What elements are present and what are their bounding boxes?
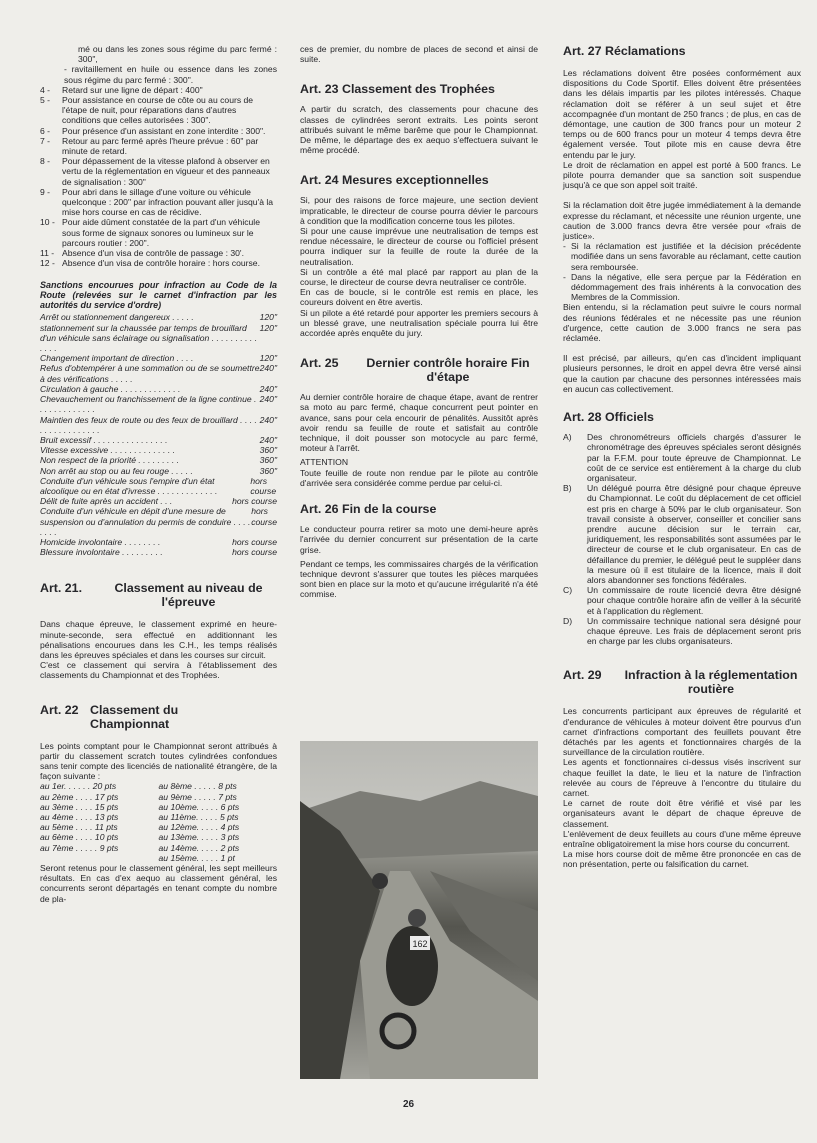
sanction-row: Circulation à gauche . . . . . . . . . . . . . 240" — [40, 383, 277, 394]
art25-paragraph: Au dernier contrôle horaire de chaque étape, avant de rentrer sa moto au parc fermé, chaque concurrent peut pointer en avance, sans pour cela encourir de pénalités. Aussitôt après avoir rendu sa feuille de route et satisfait au contrôle technique, il doit pousser son motocycle au parc fermé, moteur à l'arrêt. — [300, 392, 538, 454]
sanction-row: Non respect de la priorité . . . . . . . . . 360" — [40, 455, 277, 466]
list-item: A) Des chronométreurs officiels chargés d'assurer le chronométrage des épreuves spéciales seront désignés par la F.F.M. pour toute épreuve de Championnat. Le coût de ce service est entièrement à la charge du club organisateur. — [563, 432, 801, 483]
rider-far — [372, 873, 388, 889]
art27-paragraph-4: Bien entendu, si la réclamation peut suivre le cours normal des réunions fédérales et ne nécessite pas une réunion d'urgence, cette caution de 3.000 francs ne sera pas réclamée. — [563, 302, 801, 344]
officials-list — [563, 432, 801, 646]
sanction-row: Bruit excessif . . . . . . . . . . . . . . . . 240" — [40, 434, 277, 445]
art29-paragraph-4: L'enlèvement de deux feuillets au cours d'une même épreuve entraîne obligatoirement la mise hors course du concurrent. — [563, 828, 801, 849]
art24-paragraph-5: Si un pilote a été retardé pour apporter les premiers secours à un blessé grave, une neutralisation spéciale pourra lui être accordée après enquête du jury. — [300, 307, 538, 339]
list-item: 10 - Pour aide dûment constatée de la part d'un véhicule sous forme de signaux sonores ou lumineux sur le parcours routier : 200". — [40, 217, 260, 248]
art27-paragraph: Les réclamations doivent être posées conformément aux dispositions du Code Sportif. Elles doivent être présentées dans les délais impartis par les pilotes intéressés. Chaque réclamation doit se référer à un seul sujet et être accompagnée d'un montant de 250 francs ; de plus, en cas de démontage, une caution de 300 francs pour un moteur 2 temps ou de 600 francs pour un moteur 4 temps devra être également versée. Tout pilote mis en cause devra être entendu par le jury. — [563, 68, 801, 160]
art29-paragraph-3: Le carnet de route doit être vérifié et visé par les organisateurs avant le départ de chaque épreuve de classement. — [563, 798, 801, 829]
photo-illustration — [300, 741, 538, 1079]
list-item: 7 - Retour au parc fermé après l'heure prévue : 60" par minute de retard. — [40, 135, 259, 157]
plate-number: 162 — [412, 939, 428, 949]
art27-paragraph-3: Si la réclamation doit être jugée immédiatement à la demande expresse du réclamant, et nécessite une réunion urgente, une caution de 3.000 francs devra être versée pour «frais de justice». — [563, 200, 801, 242]
list-item: 5 - Pour assistance en course de côte ou au cours de l'étape de nuit, pour réparations dans d'autres conditions que celles autorisées : 300". — [40, 95, 254, 126]
art26-paragraph: Le conducteur pourra retirer sa moto une demi-heure après l'arrivée du dernier concurrent sur présentation de la carte grise. — [300, 524, 538, 555]
list-item: 9 - Pour abri dans le sillage d'une voiture ou véhicule quelconque : 200" par infraction pouvant aller jusqu'à la mise hors course en cas de récidive. — [40, 186, 274, 218]
helmet — [408, 909, 426, 927]
art29-paragraph: Les concurrents participant aux épreuves de régularité et d'endurance de véhicules à moteur doivent être pourvus d'un carnet d'infractions comportant des feuillets pouvant être détachés par les agents et fonctionnaires chargés de la surveillance de la circulation routière. — [563, 706, 801, 758]
list-item: 4 - Retard sur une ligne de départ : 400" — [40, 84, 203, 95]
art21-paragraph: Dans chaque épreuve, le classement exprimé en heure-minute-seconde, sera effectué en additionnant les pénalisations encourues dans les C.H., les temps réalisés dans les épreuves spéciales et dans les courses sur circuit. — [40, 619, 277, 660]
art22-paragraph-2: Seront retenus pour le classement général, les sept meilleurs résultats. En cas d'ex aequo au classement général, les concurrents seront départagés en tenant compte du nombre de pla- — [40, 863, 277, 904]
art29-paragraph-2: Les agents et fonctionnaires ci-dessus visés inscrivent sur chaque feuillet la date, le lieu et la nature de l'infraction relevée au cours de l'épreuve à l'encontre du titulaire du carnet. — [563, 757, 801, 798]
continued-text: ces de premier, du nombre de places de second et ainsi de suite. — [300, 44, 538, 65]
points-table: au 1er. . . . . . 20 pts au 8ème . . . . . 8 pts au 2ème . . . . 17 pts au 9ème . . . . . 7 pts au 3ème . . . . 15 pts au 10ème. . . . . 6 pts au 4ème . . . . 13 pts au 11ème. . . . . 5 pts au 5ème . . . . 11 pts au 12ème. . . . . 4 pts au 6ème . . . . 10 pts au 13ème. . . . . 3 pts au 7ème . . . . . 9 pts au 14ème. . . . . 2 pts au 15ème. . . . . 1 pt — [40, 781, 240, 863]
art21-paragraph-2: C'est ce classement qui servira à l'établissement des classements du Championnat et des Trophées. — [40, 660, 277, 681]
sanction-row: Homicide involontaire . . . . . . . . hors course — [40, 536, 277, 547]
sanctions-list — [40, 312, 277, 557]
penalty-list — [40, 85, 277, 269]
art21-heading: Art. 21. Classement au niveau de l'épreuve — [40, 581, 263, 610]
art24-paragraph-4: En cas de boucle, si le contrôle est remis en place, les coureurs doivent en être avertis. — [300, 287, 538, 308]
sanction-row: Maintien des feux de route ou des feux de brouillard . . . . . . . . . . . . . . . . . 240" — [40, 414, 277, 435]
attention-label: ATTENTION — [300, 457, 349, 468]
art22-heading: Art. 22 Classement du Championnat — [40, 702, 179, 731]
list-item: B) Un délégué pourra être désigné pour chaque épreuve du Championnat. Le coût du déplacement de cet officiel est pris en charge à 50% par le club organisateur. Son travail consiste à observer, conseiller et concilier sans prendre aucune décision sur le terrain car, juridiquement, les responsabilités sont assumées par le directeur de course et le club organisateur. En cas de défaillance du premier, le délégué peut le suppléer dans la mesure où il est titulaire de la licence, mais il doit alors abandonner ses fonctions fédérales. — [563, 483, 801, 585]
sanction-row: Conduite d'un véhicule en dépit d'une mesure de suspension ou d'annulation du permis de conduire . . . . . . . . hors course — [40, 506, 277, 537]
list-item: D) Un commissaire technique national sera désigné pour chaque épreuve. Les frais de déplacement seront pris en charge par les clubs organisateurs. — [563, 615, 801, 647]
sanctions-title: Sanctions encourues pour infraction au Code de la Route (relevées sur le carnet d'infraction par les autorités du service d'ordre) — [40, 280, 277, 311]
sanction-row: Refus d'obtempérer à une sommation ou de se soumettre à des vérifications . . . . . 240" — [40, 363, 277, 384]
art26-paragraph-2: Pendant ce temps, les commissaires chargés de la vérification technique devront s'assurer que toutes les pièces marquées sont bien en place sur la moto et qu'aucune irrégularité n'a été commise. — [300, 558, 538, 600]
sanction-row: Blessure involontaire . . . . . . . . . hors course — [40, 547, 277, 558]
list-item: 8 - Pour dépassement de la vitesse plafond à observer en vertu de la réglementation en vigueur et des panneaux de signalisation : 300" — [40, 156, 270, 187]
column-left — [40, 44, 277, 904]
intro-line-2: - ravitaillement en huile ou essence dans les zones sous régime du parc fermé : 300". — [64, 64, 277, 85]
art27-paragraph-2: Le droit de réclamation en appel est porté à 500 francs. Le pilote pourra demander que sa sanction soit suspendue jusqu'à ce que son appel soit traité. — [563, 159, 801, 191]
art28-heading: Art. 28 Officiels — [563, 410, 654, 425]
sanction-row: Changement important de direction . . . . 120" — [40, 353, 277, 364]
art29-paragraph-5: La mise hors course doit de même être prononcée en cas de non présentation, perte ou falsification du carnet. — [563, 849, 801, 870]
attention-paragraph: Toute feuille de route non rendue par le pilote au contrôle d'arrivée sera considérée comme perdue par celui-ci. — [300, 467, 538, 488]
sanction-row: Délit de fuite après un accident . . . hors course — [40, 496, 277, 507]
art23-heading: Art. 23 Classement des Trophées — [300, 82, 495, 97]
sanction-row: Non arrêt au stop ou au feu rouge . . . . . 360" — [40, 465, 277, 476]
list-item: - Dans la négative, elle sera perçue par la Fédération en dédommagement des frais inhérents à la convocation des Membres de la Commission. — [563, 271, 801, 303]
sanction-row: Arrêt ou stationnement dangereux . . . . . 120" — [40, 312, 277, 323]
sanction-row: Conduite d'un véhicule sous l'empire d'un état alcoolique ou en état d'ivresse . . . . . . . . . . . . . hors course — [40, 475, 277, 496]
motorcycle-photo — [300, 741, 538, 1079]
sanction-row: Chevauchement ou franchissement de la ligne continue . . . . . . . . . . . . . 240" — [40, 394, 277, 415]
art24-paragraph-2: Si pour une cause imprévue une neutralisation de temps est rendue nécessaire, le directeur de course ou l'officiel présent pourra indiquer sur la feuille de route la durée de la neutralisation. — [300, 226, 538, 267]
list-item: - Si la réclamation est justifiée et la décision précédente modifiée dans un sens favorable au réclamant, cette caution sera remboursée. — [563, 241, 801, 272]
art25-heading: Art. 25 Dernier contrôle horaire Fin d'étape — [300, 356, 530, 385]
art27-heading: Art. 27 Réclamations — [563, 44, 686, 58]
art24-paragraph: Si, pour des raisons de force majeure, une section devient impraticable, le directeur de course pourra dévier le parcours à condition que la modification concerne tous les pilotes. — [300, 195, 538, 226]
list-item: 11 - Absence d'un visa de contrôle de passage : 30'. — [40, 248, 244, 259]
art27-paragraph-5: Il est précisé, par ailleurs, qu'en cas d'incident impliquant plusieurs personnes, le droit en appel devra être versé ainsi que la caution par chacune des personnes intéressées mais en aucun cas collectivement. — [563, 353, 801, 394]
sanction-row: Vitesse excessive . . . . . . . . . . . . . . 360" — [40, 445, 277, 456]
column-right — [563, 44, 801, 870]
list-item: 6 - Pour présence d'un assistant en zone interdite : 300". — [40, 125, 266, 136]
intro-line-1: mé ou dans les zones sous régime du parc fermé : 300", — [78, 44, 277, 65]
art26-heading: Art. 26 Fin de la course — [300, 502, 437, 517]
art24-heading: Art. 24 Mesures exceptionnelles — [300, 173, 489, 188]
sanction-row: stationnement sur la chaussée par temps de brouillard d'un véhicule sans éclairage ou signalisation . . . . . . . . . . . . . . 120" — [40, 322, 277, 354]
list-item: 12 - Absence d'un visa de contrôle horaire : hors course. — [40, 258, 260, 269]
page-number: 26 — [403, 1099, 415, 1110]
art24-paragraph-3: Si un contrôle a été mal placé par rapport au plan de la course, le directeur de course devra neutraliser ce contrôle. — [300, 266, 538, 288]
art22-paragraph: Les points comptant pour le Championnat seront attribués à partir du classement scratch toutes cylindrées confondues sans tenir compte des licenciés de nationalité étrangère, de la façon suivante : — [40, 740, 277, 782]
art23-paragraph: A partir du scratch, des classements pour chacune des classes de cylindrées seront extraits. Les points seront attribués suivant le même barême que pour le Championnat. De même, le départage des ex aequo s'effectuera suivant le même procédé. — [300, 104, 538, 156]
list-item: C) Un commissaire de route licencié devra être désigné pour chaque contrôle horaire afin de veiller à la sécurité et à l'application du règlement. — [563, 585, 801, 616]
column-middle — [300, 44, 538, 600]
art29-heading: Art. 29 Infraction à la réglementation routière — [563, 668, 798, 697]
